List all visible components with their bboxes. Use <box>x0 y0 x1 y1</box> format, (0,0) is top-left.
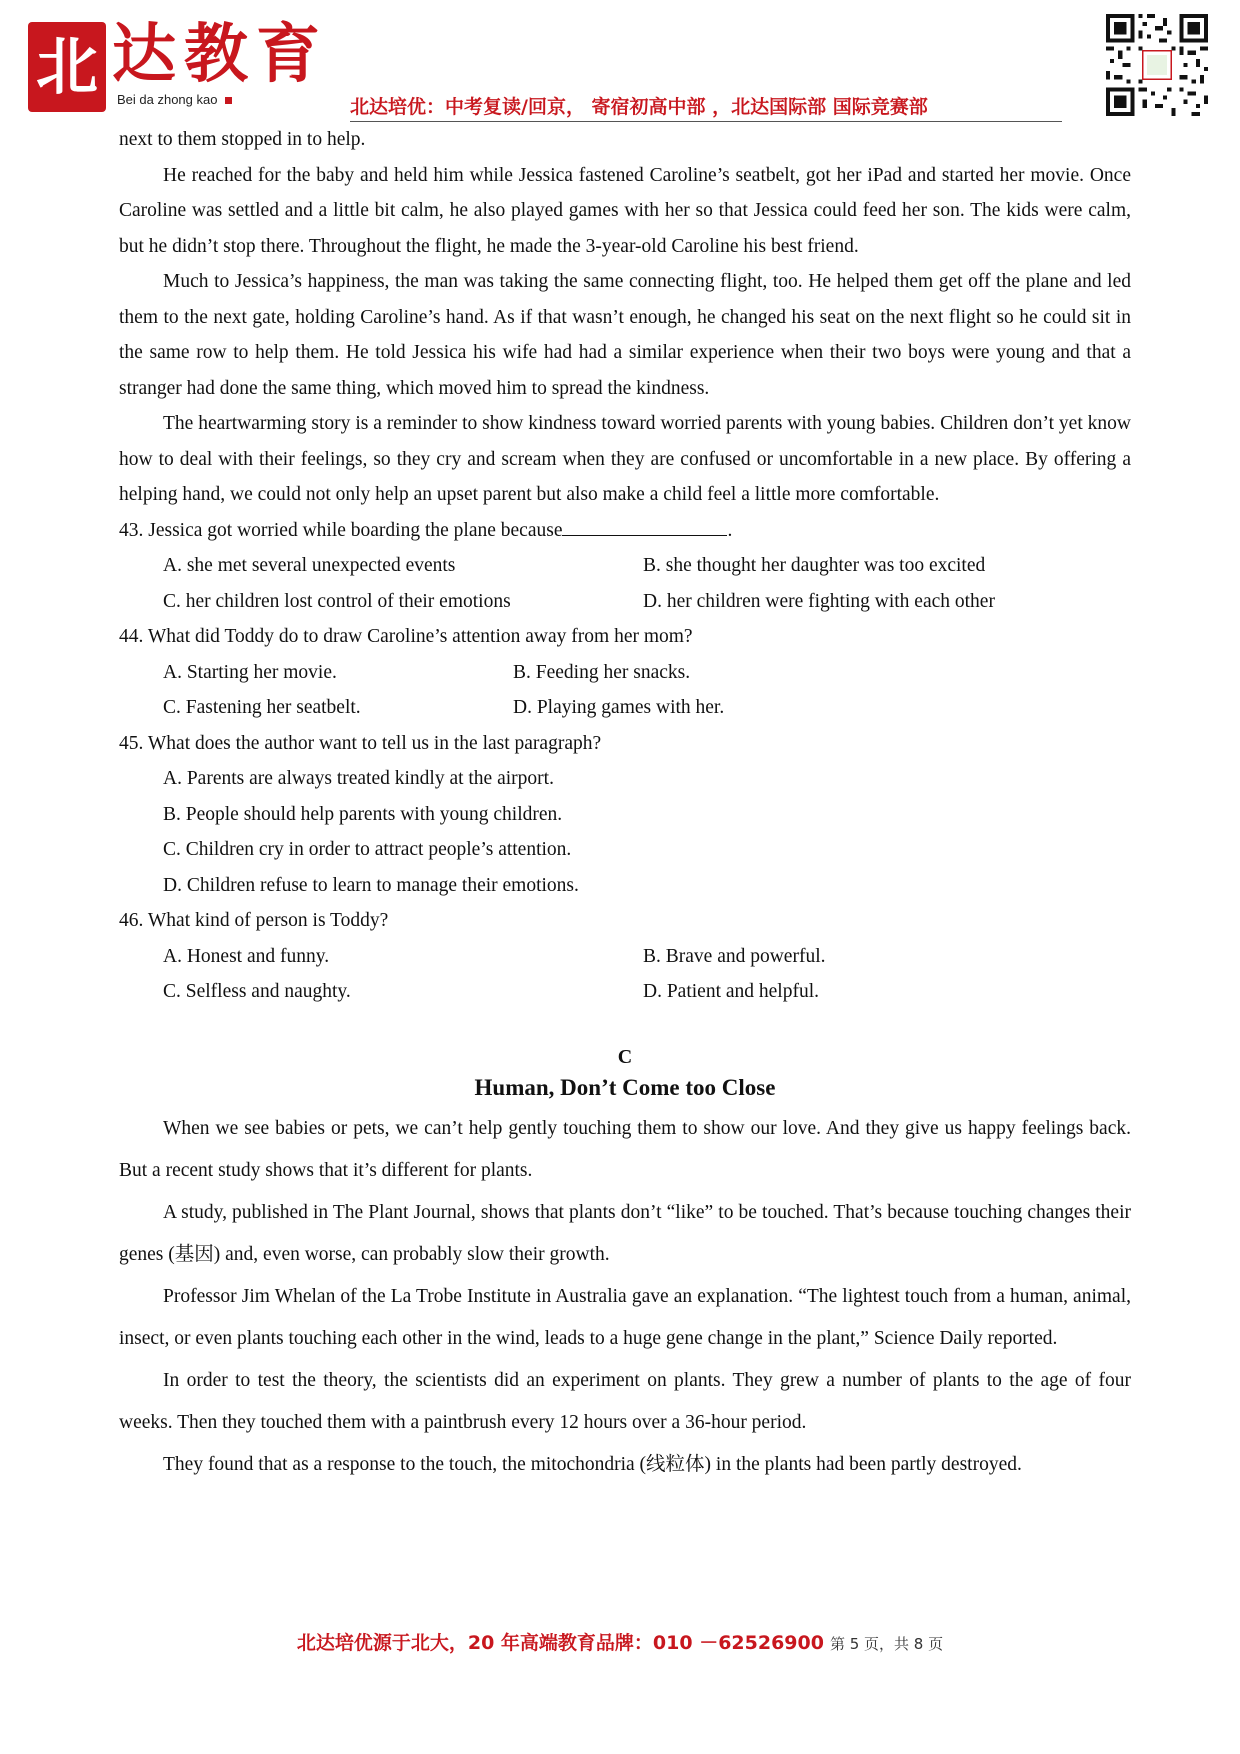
option-c: C. Selfless and naughty. <box>163 981 351 1002</box>
option-a: A. she met several unexpected events <box>163 555 456 576</box>
option-c: C. Fastening her seatbelt. <box>163 697 361 718</box>
option-a: A. Honest and funny. <box>163 945 330 967</box>
option-d: D. Patient and helpful. <box>643 981 820 1002</box>
paragraph: The heartwarming story is a reminder to show kindness toward worried parents with young babies. Children don’t yet know how to deal with their feelings, so they cry and scream when they are confused or uncomfortable in a new place. By offering a helping hand, we could not only help an upset parent but also make a child feel a little more comfortable. <box>119 413 1131 505</box>
option-c: C. Children cry in order to attract people’s attention. <box>163 839 572 860</box>
question-45 <box>119 726 1131 904</box>
option-c: C. her children lost control of their emotions <box>163 590 511 612</box>
page-footer <box>0 1628 1240 1655</box>
paragraph: Professor Jim Whelan of the La Trobe Institute in Australia gave an explanation. “The lightest touch from a human, animal, insect, or even plants touching each other in the wind, leads to a huge gene change in the plant,” Science Daily reported. <box>119 1285 1131 1349</box>
option-d: D. Playing games with her. <box>513 697 725 718</box>
option-d: D. her children were fighting with each other <box>643 590 995 612</box>
page-content <box>119 122 1131 1486</box>
paragraph: A study, published in The Plant Journal, shows that plants don’t “like” to be touched. That’s because touching changes their genes (基因) and, even worse, can probably slow their growth. <box>119 1201 1131 1265</box>
question-stem: 44. What did Toddy do to draw Caroline’s attention away from her mom? <box>119 626 693 647</box>
question-44 <box>119 619 1131 726</box>
section-letter: C <box>617 1045 633 1068</box>
option-b: B. she thought her daughter was too excited <box>643 555 986 576</box>
page-number: 第 5 页，共 8 页 <box>829 1635 944 1653</box>
logo-pinyin: Bei da zhong kao <box>117 92 232 107</box>
logo-text: 达教育 <box>112 17 328 92</box>
option-a: A. Parents are always treated kindly at the airport. <box>163 768 554 789</box>
paragraph: In order to test the theory, the scientists did an experiment on plants. They grew a number of plants to the age of four weeks. Then they touched them with a paintbrush every 12 hours over a 36-hour period. <box>119 1369 1131 1433</box>
qr-code-icon <box>1106 14 1208 116</box>
paragraph: Much to Jessica’s happiness, the man was taking the same connecting flight, too. He helped them get off the plane and led them to the next gate, holding Caroline’s hand. As if that wasn’t enough, he changed his seat on the next flight so he could sit in the same row to help them. He told Jessica his wife had had a similar experience when their two boys were young and that a stranger had done the same thing, which moved him to spread the kindness. <box>119 271 1131 399</box>
logo-mark: 北 <box>28 22 106 112</box>
option-b: B. Feeding her snacks. <box>513 661 691 683</box>
answer-blank <box>562 534 727 536</box>
question-46 <box>119 903 1131 1010</box>
option-d: D. Children refuse to learn to manage their emotions. <box>163 874 579 896</box>
option-b: B. People should help parents with young children. <box>163 803 563 825</box>
paragraph: They found that as a response to the touch, the mitochondria (线粒体) in the plants had been partly destroyed. <box>163 1453 1022 1475</box>
option-a: A. Starting her movie. <box>163 661 337 683</box>
paragraph: He reached for the baby and held him while Jessica fastened Caroline’s seatbelt, got her iPad and started her movie. Once Caroline was settled and a little bit calm, he also played games with her so that Jessica could feed her son. The kids were calm, but he didn’t stop there. Throughout the flight, he made the 3-year-old Caroline his best friend. <box>119 164 1131 257</box>
header-slogan: 北达培优：中考复读/回京， 寄宿初高中部 ，北达国际部 国际竞赛部 <box>350 96 928 118</box>
footer-slogan: 北达培优源于北大，20 年高端教育品牌：010 －62526900 <box>296 1632 824 1654</box>
option-b: B. Brave and powerful. <box>643 945 826 967</box>
paragraph: next to them stopped in to help. <box>119 129 366 150</box>
question-stem: 45. What does the author want to tell us in the last paragraph? <box>119 732 602 754</box>
question-43: 43. Jessica got worried while boarding the plane because . A. she met several unexpected events B. she thought her daughter was too excited C. her children lost control of their emotions D. her children were fighting with each other <box>119 513 1131 620</box>
question-stem: 43. Jessica got worried while boarding the plane because <box>119 519 563 541</box>
question-stem: 46. What kind of person is Toddy? <box>119 910 389 931</box>
page-header <box>0 0 1240 125</box>
paragraph: When we see babies or pets, we can’t help gently touching them to show our love. And they give us happy feelings back. But a recent study shows that it’s different for plants. <box>119 1117 1131 1181</box>
passage-title: Human, Don’t Come too Close <box>474 1074 776 1100</box>
